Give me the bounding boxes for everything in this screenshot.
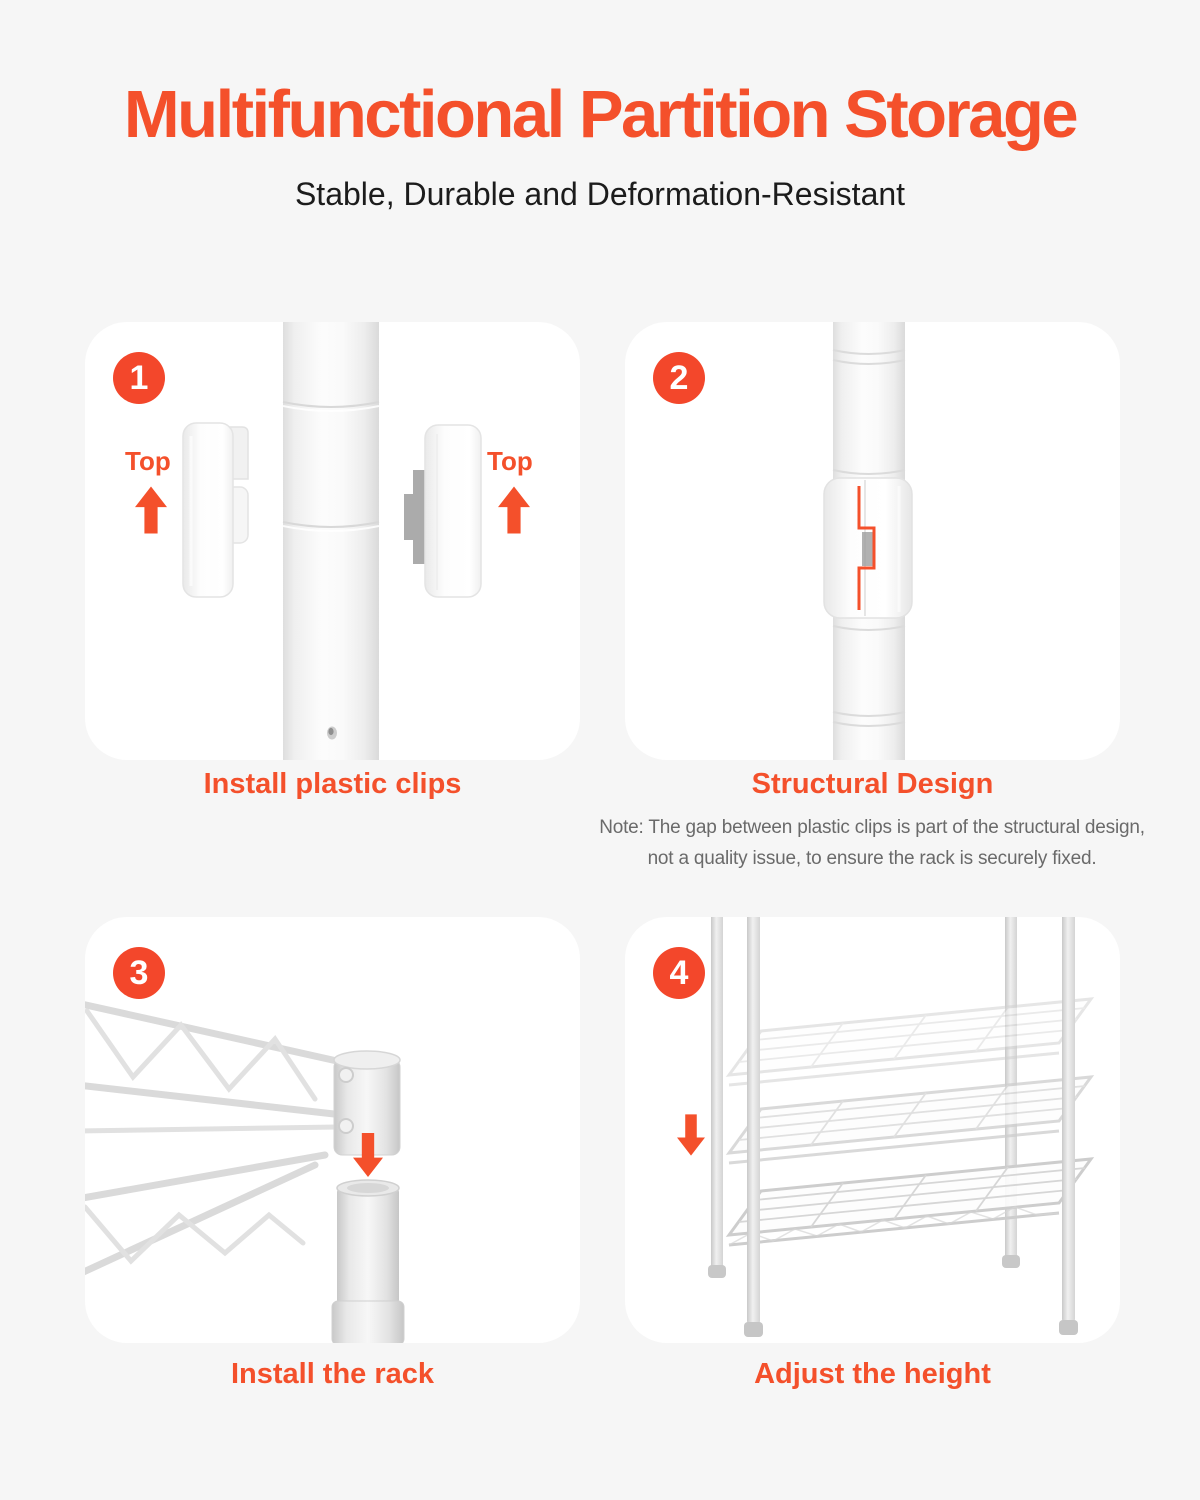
bottom-shelf bbox=[729, 1159, 1091, 1245]
top-label-left: Top bbox=[125, 446, 171, 476]
step-4-number: 4 bbox=[669, 953, 689, 992]
down-arrow-icon bbox=[353, 1132, 383, 1178]
note-line-2: not a quality issue, to ensure the rack is securely fixed. bbox=[647, 848, 1097, 869]
page-title: Multifunctional Partition Storage bbox=[123, 77, 1077, 152]
left-plastic-clip bbox=[183, 423, 248, 597]
step-4-badge bbox=[653, 947, 705, 999]
up-arrow-icon bbox=[498, 486, 530, 534]
step-2-badge bbox=[653, 352, 705, 404]
step-1-number: 1 bbox=[129, 358, 149, 397]
down-arrow-icon bbox=[677, 1113, 705, 1157]
step-4-card bbox=[625, 917, 1120, 1343]
step-1-card bbox=[85, 322, 580, 760]
step-1-caption: Install plastic clips bbox=[203, 768, 462, 800]
top-label-right: Top bbox=[487, 446, 533, 476]
step-2-caption: Structural Design bbox=[751, 768, 994, 800]
clip-sleeve bbox=[824, 478, 912, 618]
gap-slot bbox=[862, 532, 874, 566]
pole-top bbox=[332, 1180, 404, 1343]
step-4-caption: Adjust the height bbox=[754, 1358, 991, 1390]
step-3-number: 3 bbox=[129, 953, 149, 992]
step-3-badge bbox=[113, 947, 165, 999]
step-3-card bbox=[85, 917, 580, 1343]
page-subtitle: Stable, Durable and Deformation-Resistant bbox=[294, 176, 906, 212]
note-line-1: Note: The gap between plastic clips is part of the structural design, bbox=[599, 817, 1145, 838]
step-2-card bbox=[625, 322, 1120, 760]
right-plastic-clip bbox=[404, 425, 481, 597]
middle-shelf bbox=[729, 1077, 1091, 1163]
step-1-badge bbox=[113, 352, 165, 404]
step-2-number: 2 bbox=[669, 358, 689, 397]
up-arrow-icon bbox=[135, 486, 167, 534]
step-3-caption: Install the rack bbox=[230, 1358, 435, 1390]
step-2-note bbox=[572, 812, 1172, 874]
top-shelf bbox=[729, 999, 1091, 1085]
